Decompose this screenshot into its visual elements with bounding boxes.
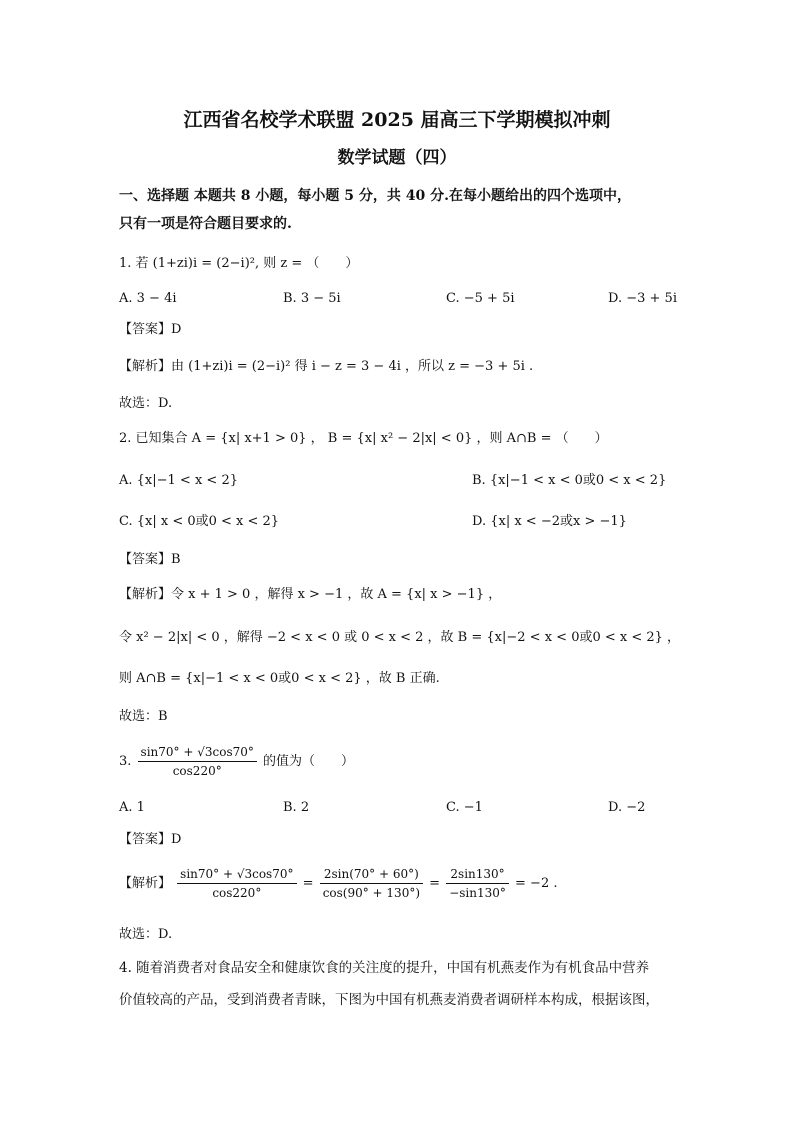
q2-option-b: B. {x|−1 < x < 0或0 < x < 2} bbox=[472, 473, 667, 488]
q3-analysis-equals-2: = bbox=[429, 876, 441, 891]
q3-analysis-fraction-1 bbox=[177, 865, 296, 902]
q3-option-a: A. 1 bbox=[119, 800, 145, 815]
q1-stem: 1. 若 (1+zi)i = (2−i)², 则 z = （ ） bbox=[119, 256, 359, 271]
q3-analysis-fraction-2-denominator: cos(90° + 130°) bbox=[322, 886, 421, 900]
q3-analysis bbox=[119, 861, 557, 907]
q3-stem-suffix: 的值为（ ） bbox=[263, 754, 355, 769]
q4-stem-line1: 4. 随着消费者对食品安全和健康饮食的关注度的提升，中国有机燕麦作为有机食品中营养 bbox=[119, 960, 650, 976]
q2-analysis-line3: 则 A∩B = {x|−1 < x < 0或0 < x < 2} ，故 B 正确. bbox=[119, 671, 440, 686]
q1-answer: 【答案】D bbox=[119, 322, 182, 337]
q3-option-d: D. −2 bbox=[608, 800, 646, 815]
q2-option-a: A. {x|−1 < x < 2} bbox=[119, 473, 238, 488]
q2-analysis-line1: 【解析】令 x + 1 > 0 ，解得 x > −1 ，故 A = {x| x > −1} ， bbox=[119, 587, 502, 602]
q2-choose: 故选：B bbox=[119, 709, 168, 724]
q2-analysis-line2: 令 x² − 2|x| < 0 ，解得 −2 < x < 0 或 0 < x < 2 ，故 B = {x|−2 < x < 0或0 < x < 2} ， bbox=[119, 630, 681, 645]
section-heading-line1: 一、选择题 本题共 8 小题，每小题 5 分，共 40 分.在每小题给出的四个选项中， bbox=[119, 188, 631, 204]
q1-option-a: A. 3 − 4i bbox=[119, 291, 177, 306]
q3-analysis-fraction-2 bbox=[320, 865, 423, 902]
q2-stem: 2. 已知集合 A = {x| x+1 > 0} ， B = {x| x² − 2|x| < 0} ，则 A∩B = （ ） bbox=[119, 431, 608, 446]
q3-option-c: C. −1 bbox=[446, 800, 483, 815]
document-subtitle: 数学试题（四） bbox=[337, 148, 457, 168]
q3-analysis-label: 【解析】 bbox=[119, 876, 172, 891]
q3-analysis-fraction-3-numerator: 2sin130° bbox=[446, 865, 509, 884]
q3-fraction bbox=[138, 743, 257, 780]
q3-number: 3. bbox=[119, 754, 132, 769]
q1-option-c: C. −5 + 5i bbox=[446, 291, 515, 306]
q4-stem-line2: 价值较高的产品，受到消费者青睐，下图为中国有机燕麦消费者调研样本构成，根据该图， bbox=[119, 992, 659, 1008]
q2-option-c: C. {x| x < 0或0 < x < 2} bbox=[119, 514, 280, 529]
q3-analysis-equals-1: = bbox=[302, 876, 314, 891]
q3-stem bbox=[119, 742, 354, 782]
q3-option-b: B. 2 bbox=[283, 800, 310, 815]
q1-analysis: 【解析】由 (1+zi)i = (2−i)² 得 i − z = 3 − 4i ，所以 z = −3 + 5i . bbox=[119, 359, 534, 374]
document-title: 江西省名校学术联盟 2025 届高三下学期模拟冲刺 bbox=[183, 109, 611, 131]
q1-option-d: D. −3 + 5i bbox=[608, 291, 677, 306]
q3-analysis-fraction-3-denominator: −sin130° bbox=[449, 886, 506, 900]
q3-fraction-denominator: cos220° bbox=[172, 764, 222, 778]
q3-analysis-fraction-2-numerator: 2sin(70° + 60°) bbox=[320, 865, 423, 884]
q3-fraction-numerator: sin70° + √3cos70° bbox=[138, 743, 257, 762]
q3-analysis-fraction-1-denominator: cos220° bbox=[212, 886, 262, 900]
q2-option-d: D. {x| x < −2或x > −1} bbox=[472, 514, 627, 529]
q3-choose: 故选：D. bbox=[119, 927, 173, 942]
q1-choose: 故选：D. bbox=[119, 396, 173, 411]
q3-analysis-fraction-3 bbox=[446, 865, 509, 902]
q1-option-b: B. 3 − 5i bbox=[283, 291, 341, 306]
q3-answer: 【答案】D bbox=[119, 832, 182, 847]
q3-analysis-fraction-1-numerator: sin70° + √3cos70° bbox=[177, 865, 296, 884]
q3-analysis-result: = −2 . bbox=[515, 876, 558, 891]
q2-answer: 【答案】B bbox=[119, 552, 181, 567]
section-heading-line2: 只有一项是符合题目要求的. bbox=[119, 216, 292, 232]
